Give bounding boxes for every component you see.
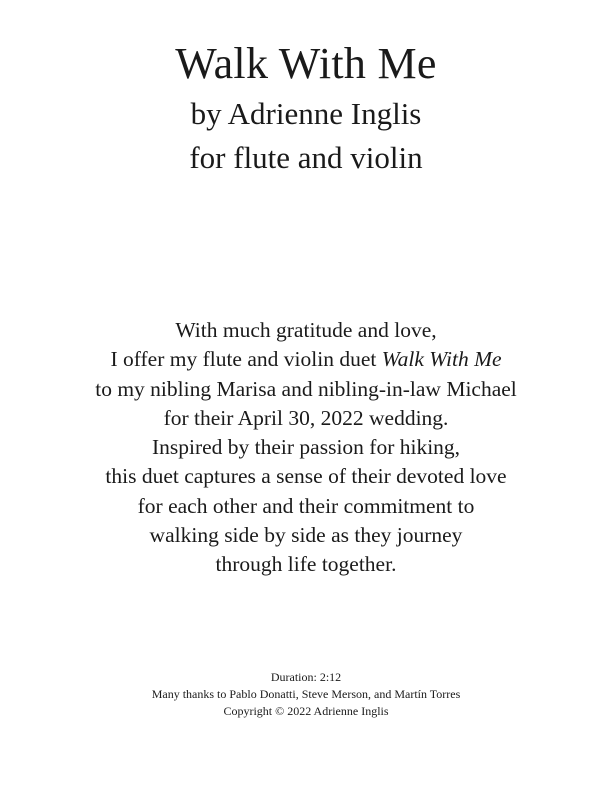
dedication-line: to my nibling Marisa and nibling-in-law Michael (95, 376, 517, 401)
dedication-line: for their April 30, 2022 wedding. (163, 405, 449, 430)
piece-title: Walk With Me (175, 39, 437, 88)
dedication-line: this duet captures a sense of their devoted love (105, 464, 507, 489)
dedication-line: through life together. (215, 552, 397, 577)
dedication-line (0, 345, 612, 374)
footer (0, 669, 612, 720)
dedication-line: With much gratitude and love, (175, 318, 437, 342)
instrumentation: for flute and violin (189, 140, 423, 175)
dedication-text (0, 316, 612, 580)
dedication-line-text: I offer my flute and violin duet (110, 347, 382, 372)
dedication-line: Inspired by their passion for hiking, (151, 435, 461, 460)
copyright: Copyright © 2022 Adrienne Inglis (223, 704, 389, 718)
acknowledgements: Many thanks to Pablo Donatti, Steve Merson, and Martín Torres (151, 687, 461, 701)
composer-credit: by Adrienne Inglis (190, 96, 422, 131)
dedication-piece-title: Walk With Me (381, 347, 502, 372)
dedication-line: for each other and their commitment to (137, 493, 475, 518)
duration: Duration: 2:12 (270, 670, 342, 684)
dedication-line: walking side by side as they journey (149, 523, 463, 548)
